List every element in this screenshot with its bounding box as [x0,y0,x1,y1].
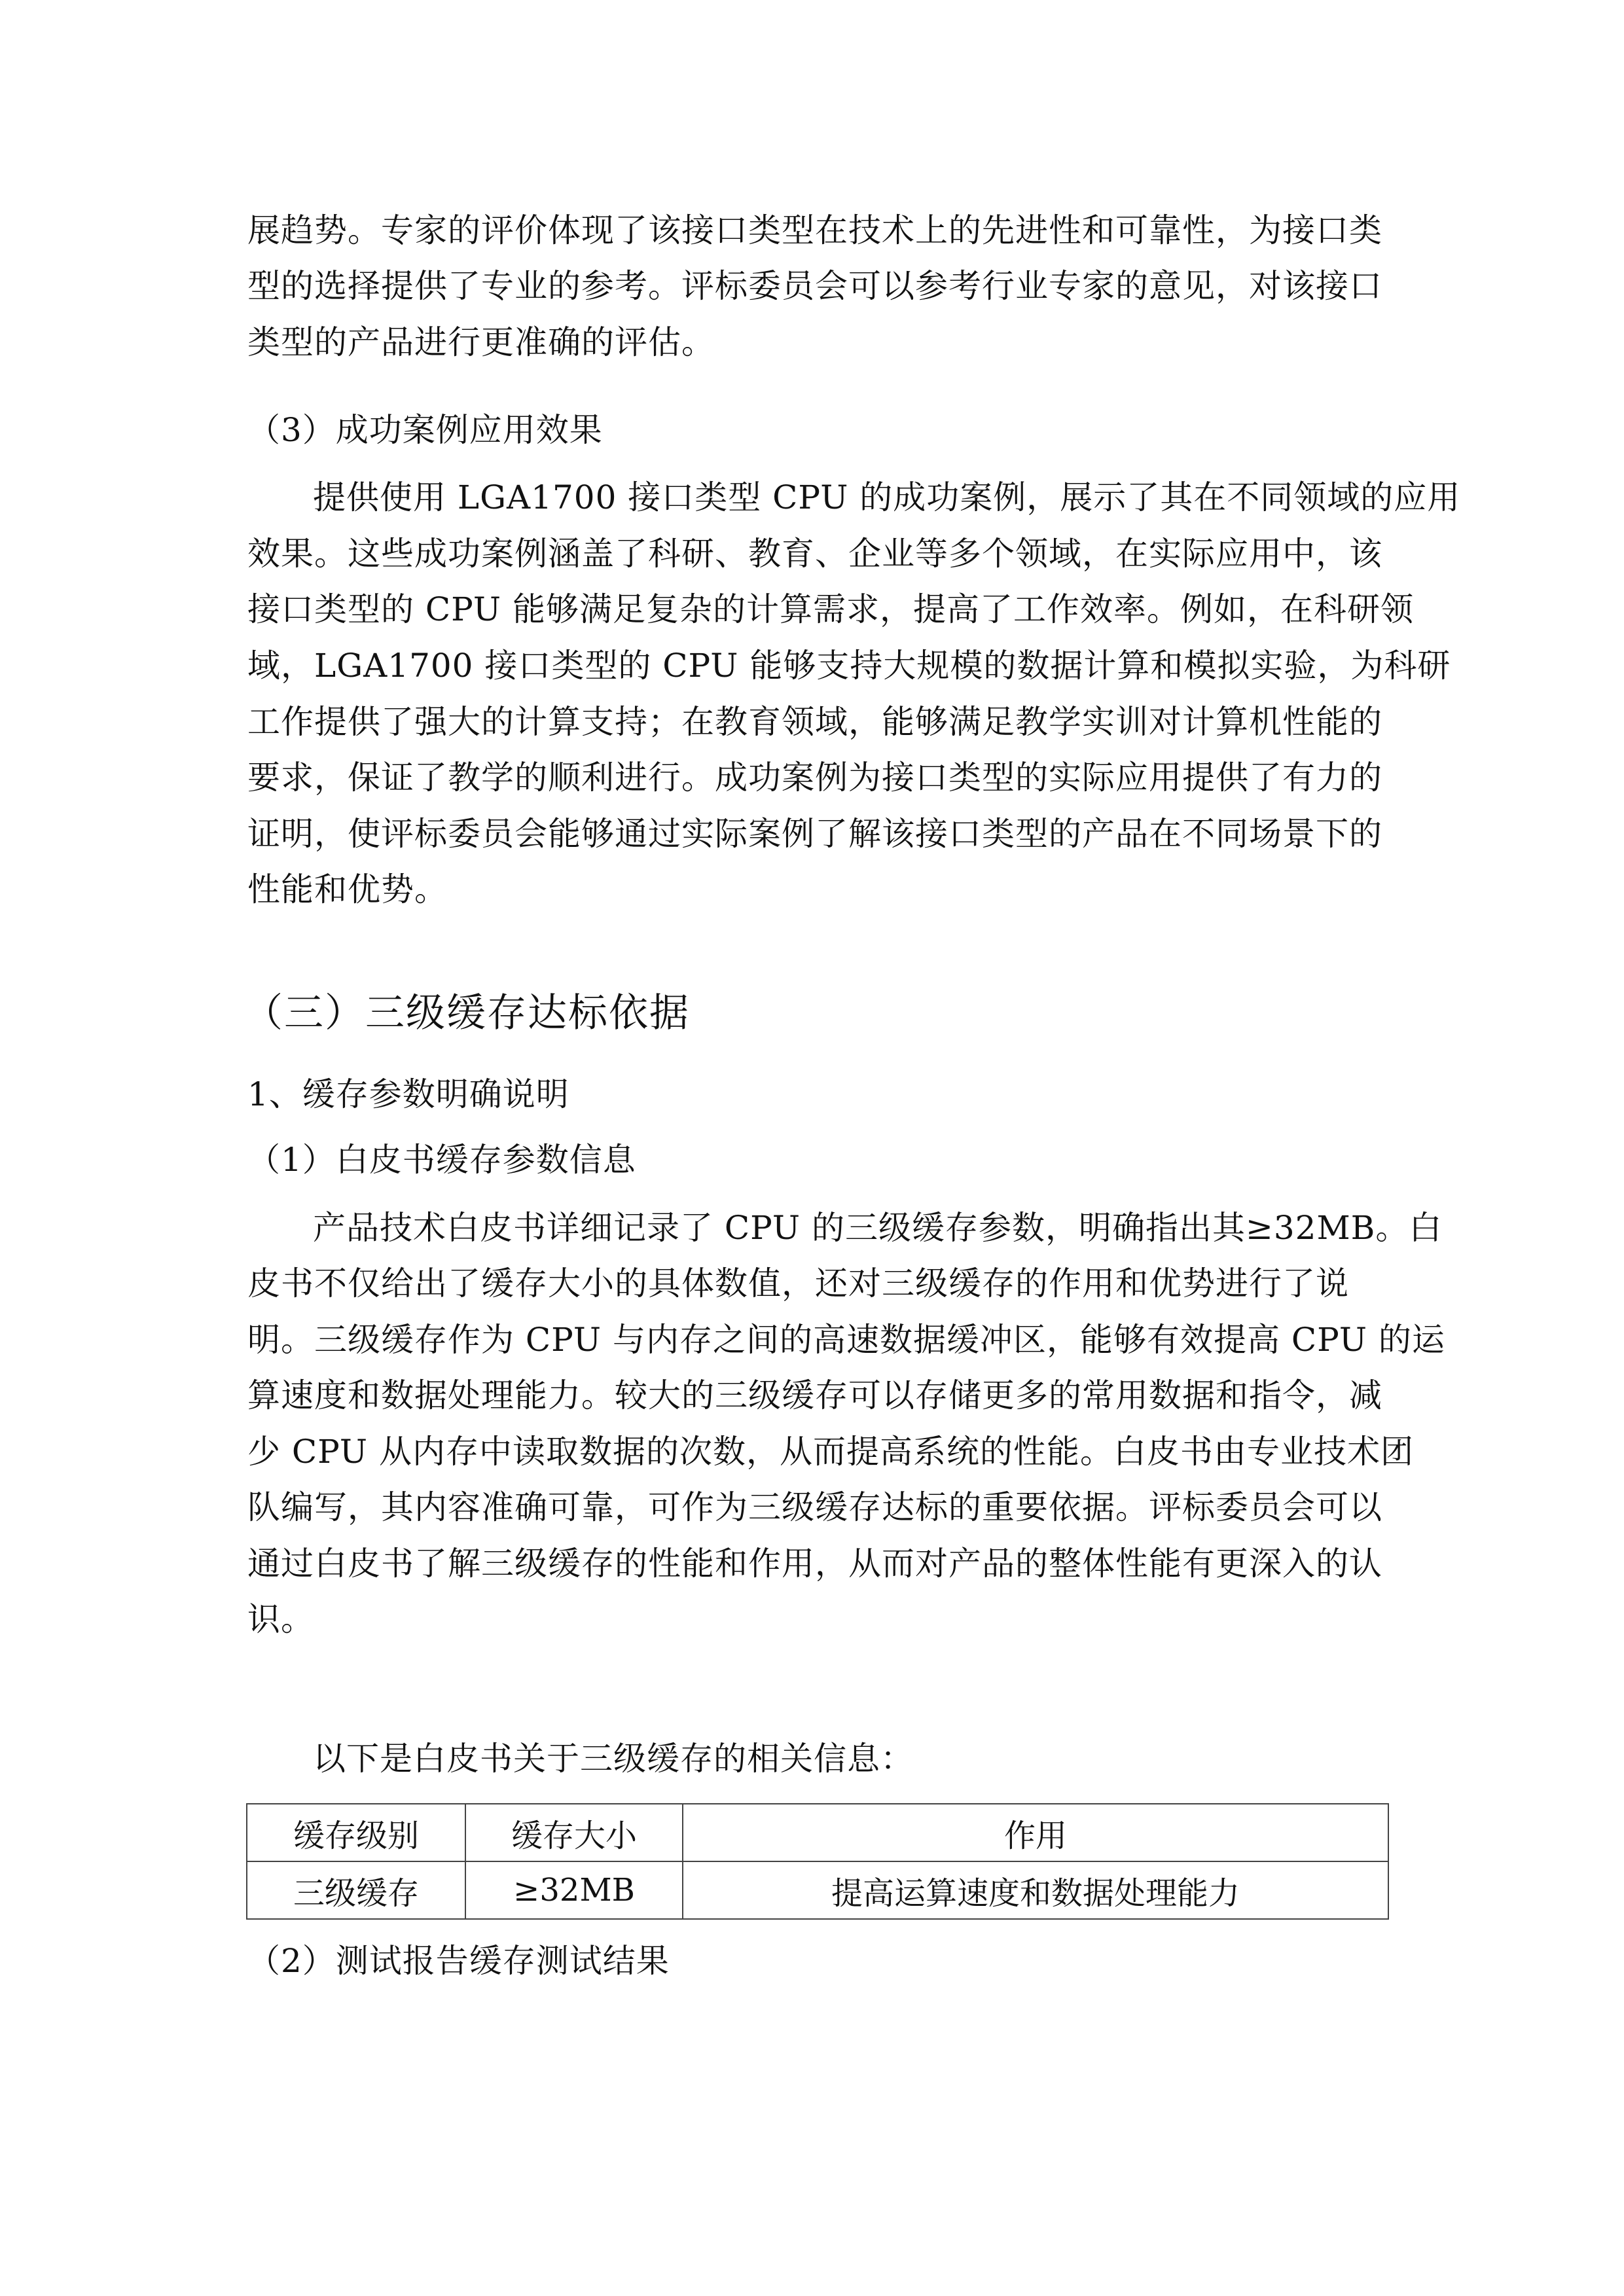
paragraph-line: 工作提供了强大的计算支持；在教育领域，能够满足教学实训对计算机性能的 [247,703,1382,741]
paragraph-line: 性能和优势。 [247,870,448,908]
table-header-cell: 缓存大小 [465,1804,683,1861]
cache-table [246,1803,1389,1920]
paragraph-line: 效果。这些成功案例涵盖了科研、教育、企业等多个领域，在实际应用中，该 [247,535,1382,573]
paragraph-line: 识。 [247,1600,314,1638]
paragraph-line: 接口类型的 CPU 能够满足复杂的计算需求，提高了工作效率。例如，在科研领 [247,590,1414,628]
paragraph-line: 证明，使评标委员会能够通过实际案例了解该接口类型的产品在不同场景下的 [247,815,1382,853]
table-header-row [247,1804,1388,1861]
table-row [247,1861,1388,1919]
table-cell: 提高运算速度和数据处理能力 [683,1861,1388,1919]
table-intro: 以下是白皮书关于三级缓存的相关信息： [313,1740,914,1778]
section-heading: （3）成功案例应用效果 [247,411,603,449]
paragraph-line: 明。三级缓存作为 CPU 与内存之间的高速数据缓冲区，能够有效提高 CPU 的运 [247,1321,1445,1359]
chapter-heading: （三）三级缓存达标依据 [244,990,690,1036]
paragraph-line: 少 CPU 从内存中读取数据的次数，从而提高系统的性能。白皮书由专业技术团 [247,1433,1414,1471]
paragraph-line: 产品技术白皮书详细记录了 CPU 的三级缓存参数，明确指出其≥32MB。白 [313,1209,1443,1247]
table-cell: 三级缓存 [247,1861,465,1919]
paragraph-line: 型的选择提供了专业的参考。评标委员会可以参考行业专家的意见，对该接口 [247,267,1382,305]
table-cell: ≥32MB [465,1861,683,1919]
paragraph-line: 要求，保证了教学的顺利进行。成功案例为接口类型的实际应用提供了有力的 [247,759,1382,797]
table-header-cell: 作用 [683,1804,1388,1861]
paragraph-line: 算速度和数据处理能力。较大的三级缓存可以存储更多的常用数据和指令，减 [247,1376,1382,1414]
table-header-cell: 缓存级别 [247,1804,465,1861]
paragraph-line: 通过白皮书了解三级缓存的性能和作用，从而对产品的整体性能有更深入的认 [247,1545,1382,1583]
paragraph-line: 皮书不仅给出了缓存大小的具体数值，还对三级缓存的作用和优势进行了说 [247,1265,1349,1302]
point-heading: 1、缓存参数明确说明 [247,1075,569,1113]
paragraph-line: 提供使用 LGA1700 接口类型 CPU 的成功案例，展示了其在不同领域的应用 [313,478,1461,516]
subsection-heading: （1）白皮书缓存参数信息 [247,1141,636,1179]
paragraph-line: 队编写，其内容准确可靠，可作为三级缓存达标的重要依据。评标委员会可以 [247,1488,1382,1526]
subsection-heading: （2）测试报告缓存测试结果 [247,1942,670,1980]
paragraph-line: 类型的产品进行更准确的评估。 [247,323,715,361]
paragraph-line: 域，LGA1700 接口类型的 CPU 能够支持大规模的数据计算和模拟实验，为科研 [247,647,1451,685]
paragraph-line: 展趋势。专家的评价体现了该接口类型在技术上的先进性和可靠性，为接口类 [247,211,1382,249]
